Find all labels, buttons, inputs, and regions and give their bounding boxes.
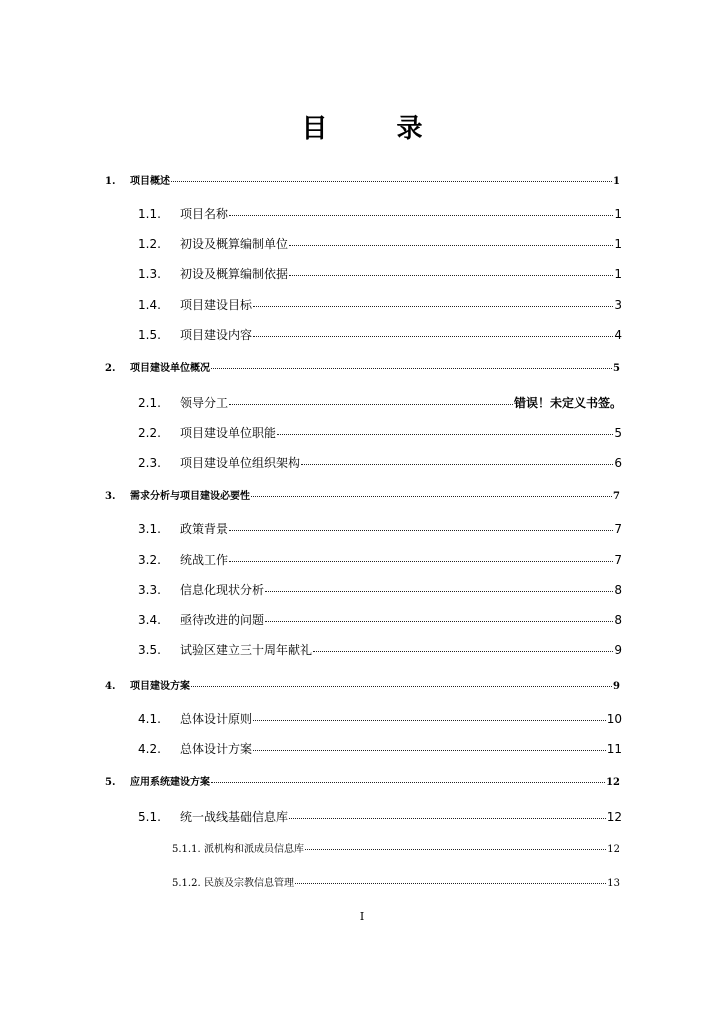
toc-entry-page: 3 — [614, 298, 622, 312]
toc-entry-text: 项目名称 — [180, 207, 229, 221]
toc-entry-number: 3.2. — [138, 553, 161, 567]
toc-entry-page: 13 — [607, 878, 620, 889]
toc-entry-text: 试验区建立三十周年献礼 — [180, 643, 313, 657]
toc-entry-text: 初设及概算编制单位 — [180, 237, 289, 251]
toc-entry-text: 总体设计方案 — [180, 742, 253, 756]
toc-entry[interactable] — [138, 454, 622, 471]
toc-entry-page: 1 — [613, 176, 620, 187]
toc-dot-leader — [313, 651, 613, 652]
toc-entry-text: 政策背景 — [180, 522, 229, 536]
toc-entry-text: 领导分工 — [180, 396, 229, 410]
toc-entry-number: 1. — [105, 176, 116, 187]
toc-dot-leader — [211, 782, 605, 783]
toc-entry-number: 3.5. — [138, 643, 161, 657]
toc-dot-leader — [265, 591, 613, 592]
toc-entry-number: 5.1.2. — [172, 878, 201, 889]
toc-entry-text: 统战工作 — [180, 553, 229, 567]
toc-entry-number: 5.1. — [138, 810, 161, 824]
toc-dot-leader — [229, 530, 613, 531]
toc-entry-page: 8 — [614, 583, 622, 597]
toc-entry-number: 1.2. — [138, 237, 161, 251]
toc-entry-number: 3.1. — [138, 522, 161, 536]
toc-entry-text: 项目建设目标 — [180, 298, 253, 312]
toc-entry-number: 4.1. — [138, 712, 161, 726]
toc-dot-leader — [265, 621, 613, 622]
toc-dot-leader — [229, 561, 613, 562]
toc-entry-number: 3.4. — [138, 613, 161, 627]
toc-entry[interactable] — [172, 840, 620, 855]
toc-dot-leader — [295, 883, 606, 884]
toc-entry-page: 1 — [614, 207, 622, 221]
toc-entry-number: 1.3. — [138, 267, 161, 281]
toc-entry-text: 信息化现状分析 — [180, 583, 265, 597]
toc-dot-leader — [277, 434, 613, 435]
toc-entry-page: 10 — [606, 712, 622, 726]
toc-entry-text: 亟待改进的问题 — [180, 613, 265, 627]
toc-entry-text: 项目建设单位组织架构 — [180, 456, 301, 470]
toc-entry-text: 项目建设内容 — [180, 328, 253, 342]
toc-entry-text: 初设及概算编制依据 — [180, 267, 289, 281]
toc-dot-leader — [251, 496, 612, 497]
toc-entry-page: 6 — [614, 456, 622, 470]
toc-entry-number: 1.4. — [138, 298, 161, 312]
toc-entry[interactable] — [105, 359, 620, 374]
toc-dot-leader — [289, 245, 613, 246]
toc-entry[interactable] — [138, 296, 622, 313]
toc-entry[interactable] — [138, 326, 622, 343]
toc-dot-leader — [171, 181, 612, 182]
toc-entry-page: 8 — [614, 613, 622, 627]
toc-entry-text: 项目建设方案 — [130, 681, 190, 692]
toc-entry-page: 1 — [614, 267, 622, 281]
toc-entry-number: 3.3. — [138, 583, 161, 597]
toc-entry-page: 7 — [613, 491, 620, 502]
toc-entry-page: 11 — [606, 742, 622, 756]
toc-entry-page: 9 — [613, 681, 620, 692]
toc-entry[interactable] — [105, 172, 620, 187]
toc-entry-number: 2.2. — [138, 426, 161, 440]
toc-entry-page: 12 — [606, 810, 622, 824]
toc-title: 目 录 — [301, 114, 453, 144]
toc-dot-leader — [289, 275, 613, 276]
toc-entry-page: 12 — [607, 844, 620, 855]
toc-entry-page: 错误！未定义书签。 — [513, 396, 622, 410]
toc-entry-text: 统一战线基础信息库 — [180, 810, 289, 824]
toc-dot-leader — [253, 336, 613, 337]
toc-entry-page: 1 — [614, 237, 622, 251]
toc-entry-page: 5 — [614, 426, 622, 440]
toc-entry[interactable] — [138, 520, 622, 537]
toc-entry[interactable] — [138, 808, 622, 825]
toc-entry-page: 4 — [614, 328, 622, 342]
toc-entry-text: 项目建设单位职能 — [180, 426, 277, 440]
toc-entry-text: 应用系统建设方案 — [130, 777, 210, 788]
toc-entry[interactable] — [138, 394, 622, 411]
toc-entry[interactable] — [138, 265, 622, 282]
toc-dot-leader — [229, 404, 513, 405]
toc-entry-text: 民族及宗教信息管理 — [204, 878, 294, 889]
toc-entry-number: 4. — [105, 681, 116, 692]
toc-dot-leader — [301, 464, 613, 465]
toc-entry[interactable] — [105, 677, 620, 692]
toc-entry-number: 1.5. — [138, 328, 161, 342]
toc-entry-page: 5 — [613, 363, 620, 374]
toc-dot-leader — [191, 686, 612, 687]
toc-entry[interactable] — [138, 611, 622, 628]
toc-entry-text: 项目建设单位概况 — [130, 363, 210, 374]
toc-dot-leader — [253, 750, 606, 751]
toc-dot-leader — [253, 306, 613, 307]
toc-entry-number: 2. — [105, 363, 116, 374]
toc-entry-number: 5. — [105, 777, 116, 788]
toc-entry-page: 12 — [606, 777, 620, 788]
toc-entry-page: 9 — [614, 643, 622, 657]
toc-entry-text: 需求分析与项目建设必要性 — [130, 491, 250, 502]
toc-entry[interactable] — [138, 740, 622, 757]
toc-entry[interactable] — [138, 551, 622, 568]
toc-entry-number: 2.3. — [138, 456, 161, 470]
toc-entry[interactable] — [105, 773, 620, 788]
toc-entry[interactable] — [138, 710, 622, 727]
toc-entry[interactable] — [138, 581, 622, 598]
toc-entry[interactable] — [138, 641, 622, 658]
toc-entry[interactable] — [138, 424, 622, 441]
toc-dot-leader — [253, 720, 606, 721]
toc-dot-leader — [229, 215, 613, 216]
toc-dot-leader — [305, 849, 606, 850]
toc-entry-number: 3. — [105, 491, 116, 502]
page-number: I — [359, 910, 365, 923]
toc-entry-page: 7 — [614, 553, 622, 567]
toc-entry-number: 4.2. — [138, 742, 161, 756]
toc-entry[interactable] — [105, 487, 620, 502]
toc-entry-number: 5.1.1. — [172, 844, 201, 855]
toc-entry-text: 项目概述 — [130, 176, 170, 187]
toc-entry[interactable] — [172, 874, 620, 889]
toc-entry-text: 派机构和派成员信息库 — [204, 844, 304, 855]
toc-dot-leader — [211, 368, 612, 369]
toc-entry-number: 2.1. — [138, 396, 161, 410]
toc-dot-leader — [289, 818, 606, 819]
toc-entry[interactable] — [138, 205, 622, 222]
toc-entry-number: 1.1. — [138, 207, 161, 221]
toc-entry[interactable] — [138, 235, 622, 252]
toc-entry-page: 7 — [614, 522, 622, 536]
toc-entry-text: 总体设计原则 — [180, 712, 253, 726]
